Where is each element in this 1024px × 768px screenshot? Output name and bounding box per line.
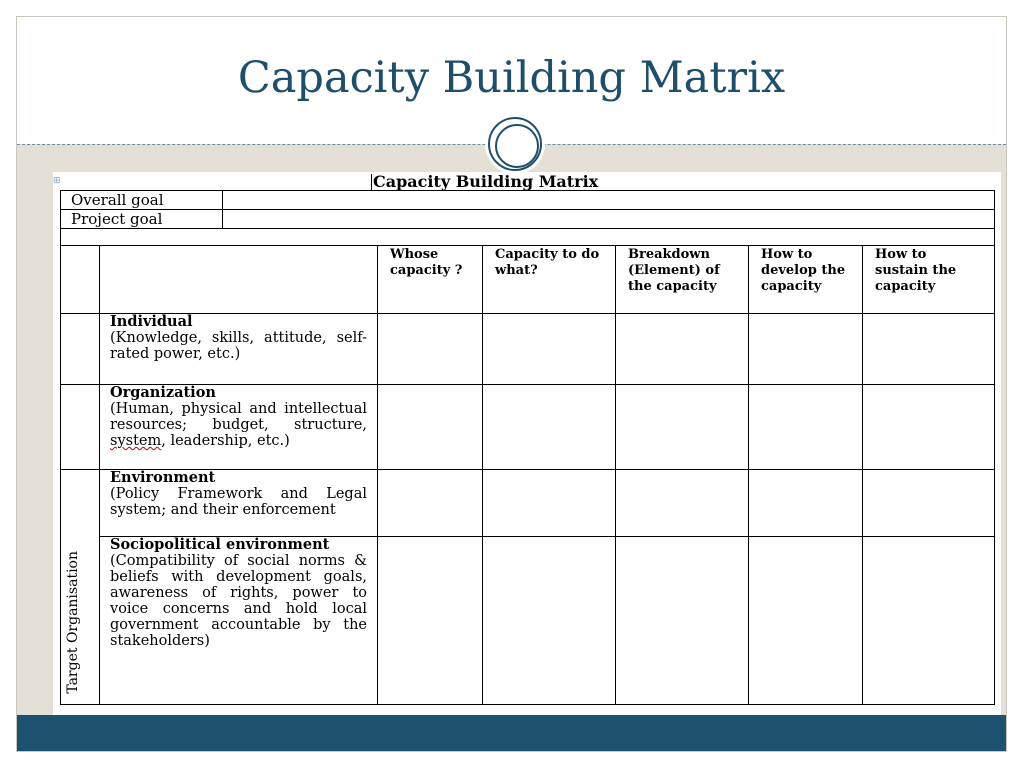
dimension-title: Individual <box>110 313 193 330</box>
spacer-cell <box>61 229 995 246</box>
dimension-title: Organization <box>110 384 216 401</box>
dimension-description-tail: , leadership, etc.) <box>161 433 290 449</box>
dimension-title: Environment <box>110 469 216 486</box>
dimension-description <box>110 401 367 449</box>
matrix-cell <box>863 470 995 537</box>
matrix-cell <box>616 385 749 470</box>
matrix-cell <box>863 314 995 385</box>
side-cell <box>61 385 100 470</box>
column-header: Capacity to do what? <box>483 246 616 314</box>
matrix-cell <box>749 385 863 470</box>
project-goal-row <box>61 210 995 229</box>
side-cell <box>61 470 100 705</box>
dimension-description: (Knowledge, skills, attitude, self-rated power, etc.) <box>110 330 367 362</box>
matrix-cell <box>378 314 483 385</box>
circle-ornament-icon <box>488 117 542 171</box>
side-label: Target Organisation <box>65 551 81 694</box>
spellcheck-flagged-word: system <box>110 433 162 449</box>
matrix-cell <box>749 470 863 537</box>
matrix-cell <box>616 537 749 705</box>
document-heading: Capacity Building Matrix <box>373 172 599 191</box>
column-header: Whose capacity ? <box>378 246 483 314</box>
header-empty-dimension <box>100 246 378 314</box>
slide <box>16 16 1007 752</box>
dimension-cell <box>100 470 378 537</box>
column-header: Breakdown (Element) of the capacity <box>616 246 749 314</box>
dimension-cell <box>100 385 378 470</box>
header-row <box>61 246 995 314</box>
matrix-cell <box>749 537 863 705</box>
matrix-cell <box>749 314 863 385</box>
dimension-description: (Compatibility of social norms & beliefs with development goals, awareness of rights, power to voice concerns and hold local government accountable by the stakeholders) <box>110 553 367 649</box>
overall-goal-row <box>61 191 995 210</box>
matrix-cell <box>483 385 616 470</box>
matrix-cell <box>483 314 616 385</box>
embedded-document-image <box>53 172 1001 725</box>
column-header: How to sustain the capacity <box>863 246 995 314</box>
text-cursor <box>371 174 372 190</box>
project-goal-label: Project goal <box>61 210 223 229</box>
matrix-cell <box>863 385 995 470</box>
table-row <box>61 470 995 537</box>
matrix-cell <box>483 537 616 705</box>
matrix-cell <box>378 470 483 537</box>
column-header: How to develop the capacity <box>749 246 863 314</box>
overall-goal-value <box>223 191 995 210</box>
table-anchor-icon: ⊞ <box>53 176 61 186</box>
table-row <box>61 385 995 470</box>
capacity-matrix-table <box>60 190 995 705</box>
dimension-cell <box>100 537 378 705</box>
slide-title: Capacity Building Matrix <box>237 53 786 103</box>
matrix-cell <box>863 537 995 705</box>
dimension-title: Sociopolitical environment <box>110 536 330 553</box>
matrix-cell <box>378 537 483 705</box>
matrix-cell <box>378 385 483 470</box>
overall-goal-label: Overall goal <box>61 191 223 210</box>
footer-bar <box>17 715 1006 751</box>
matrix-cell <box>616 470 749 537</box>
table-row <box>61 537 995 705</box>
project-goal-value <box>223 210 995 229</box>
dimension-description: (Policy Framework and Legal system; and their enforcement <box>110 486 367 518</box>
spacer-row <box>61 229 995 246</box>
table-row <box>61 314 995 385</box>
matrix-cell <box>616 314 749 385</box>
header-empty-side <box>61 246 100 314</box>
matrix-cell <box>483 470 616 537</box>
dimension-description-text: (Human, physical and intellectual resources; budget, structure, <box>110 401 367 433</box>
dimension-cell <box>100 314 378 385</box>
side-cell <box>61 314 100 385</box>
